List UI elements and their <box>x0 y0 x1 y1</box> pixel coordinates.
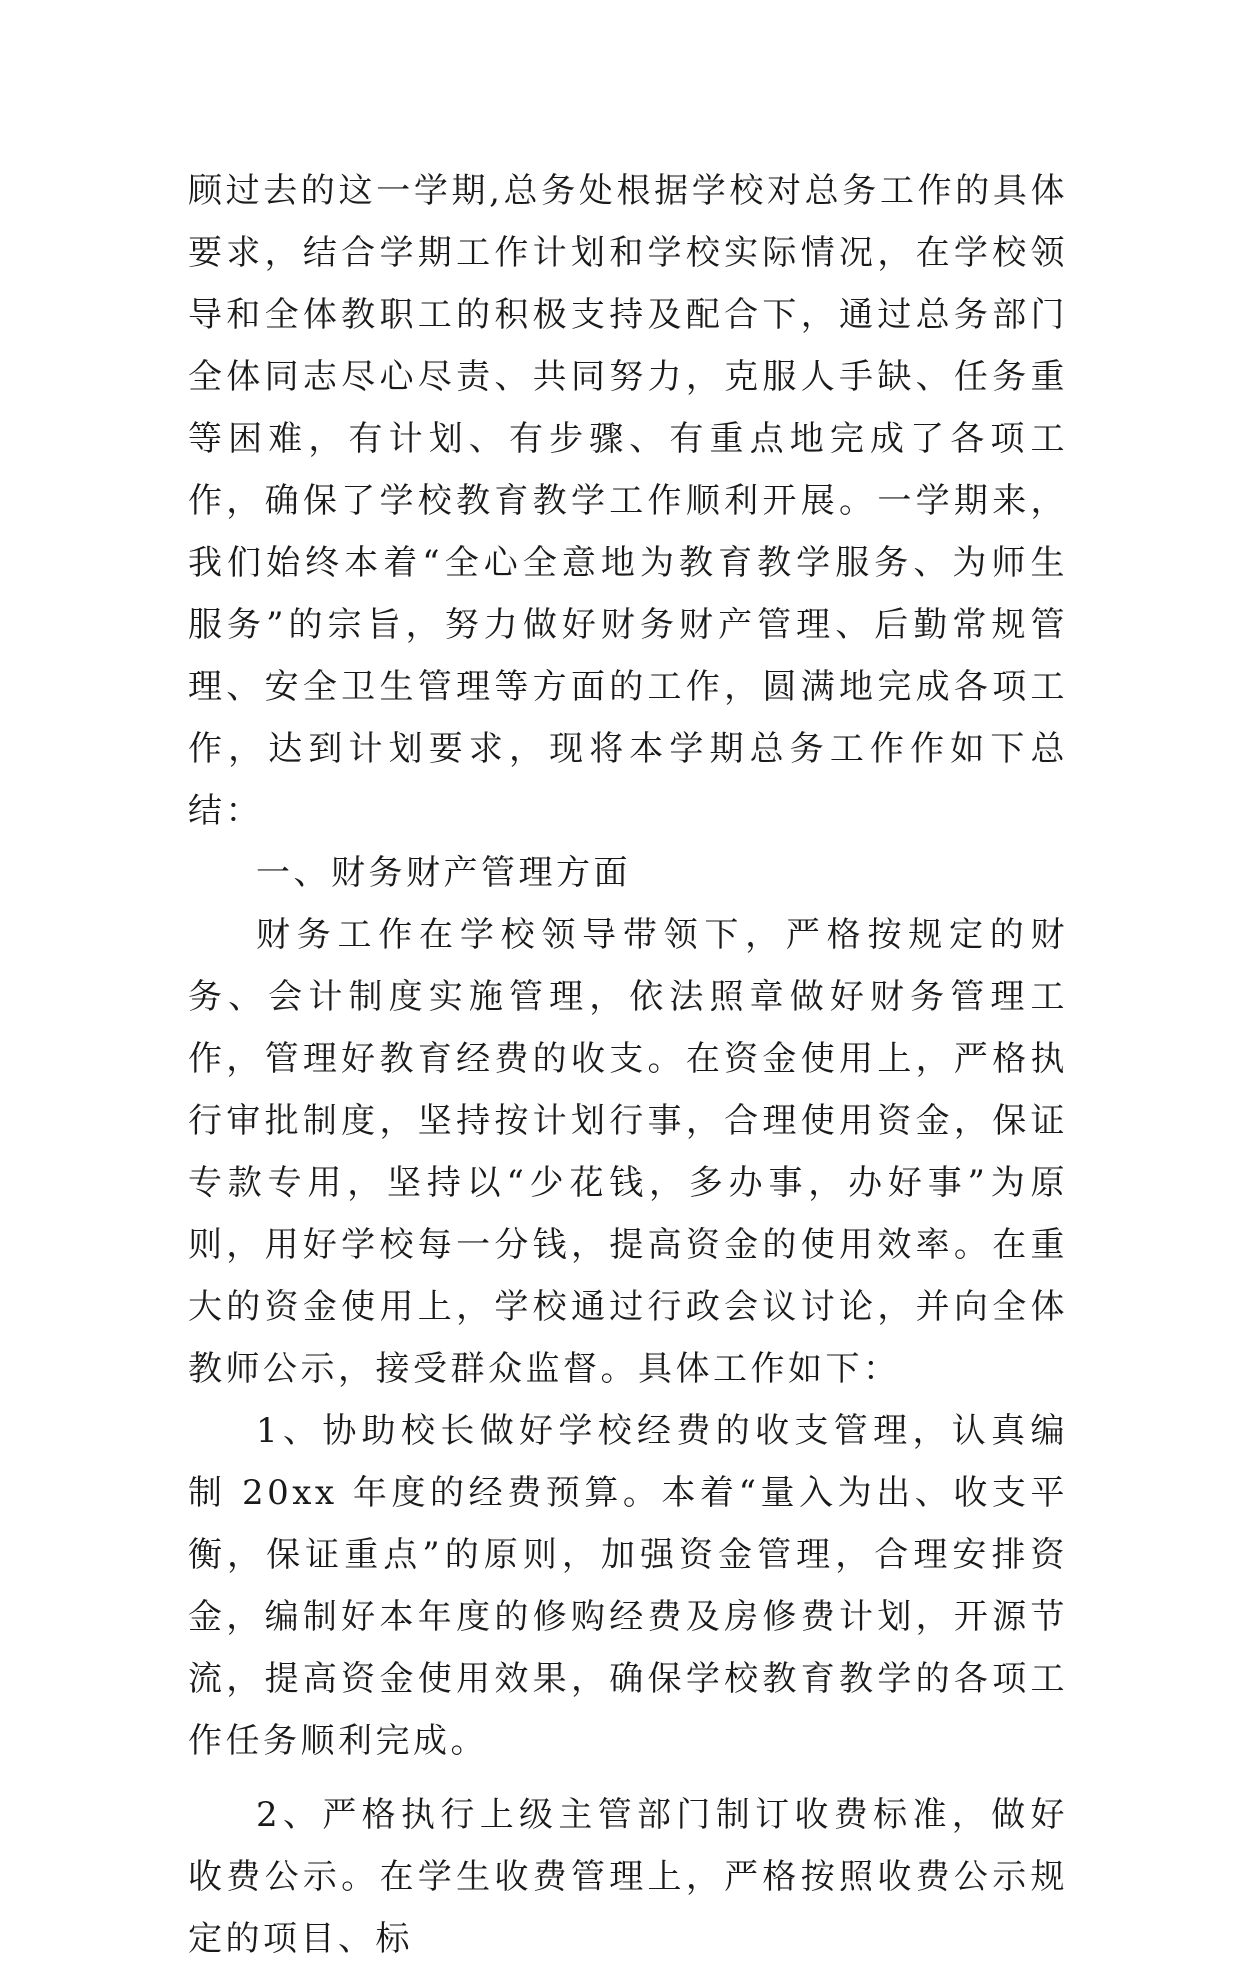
list-item-1: 1、协助校长做好学校经费的收支管理，认真编制 20xx 年度的经费预算。本着“量入为出、收支平衡，保证重点”的原则，加强资金管理，合理安排资金，编制好本年度的修购经费及房修费计划，开源节流，提高资金使用效果，确保学校教育教学的各项工作任务顺利完成。 <box>188 1411 1068 1761</box>
list-item-2: 2、严格执行上级主管部门制订收费标准，做好收费公示。在学生收费管理上，严格按照收费公示规定的项目、标 <box>188 1795 1068 1959</box>
document-body <box>188 160 1068 1970</box>
section-heading-finance: 一、财务财产管理方面 <box>256 853 631 893</box>
intro-paragraph: 顾过去的这一学期,总务处根据学校对总务工作的具体要求，结合学期工作计划和学校实际情况，在学校领导和全体教职工的积极支持及配合下，通过总务部门全体同志尽心尽责、共同努力，克服人手缺、任务重等困难，有计划、有步骤、有重点地完成了各项工作，确保了学校教育教学工作顺利开展。一学期来，我们始终本着“全心全意地为教育教学服务、为师生服务”的宗旨，努力做好财务财产管理、后勤常规管理、安全卫生管理等方面的工作，圆满地完成各项工作，达到计划要求，现将本学期总务工作作如下总结： <box>188 171 1068 831</box>
section-body-finance: 财务工作在学校领导带领下，严格按规定的财务、会计制度实施管理，依法照章做好财务管理工作，管理好教育经费的收支。在资金使用上，严格执行审批制度，坚持按计划行事，合理使用资金，保证专款专用，坚持以“少花钱，多办事，办好事”为原则，用好学校每一分钱，提高资金的使用效率。在重大的资金使用上，学校通过行政会议讨论，并向全体教师公示，接受群众监督。具体工作如下： <box>188 915 1068 1389</box>
